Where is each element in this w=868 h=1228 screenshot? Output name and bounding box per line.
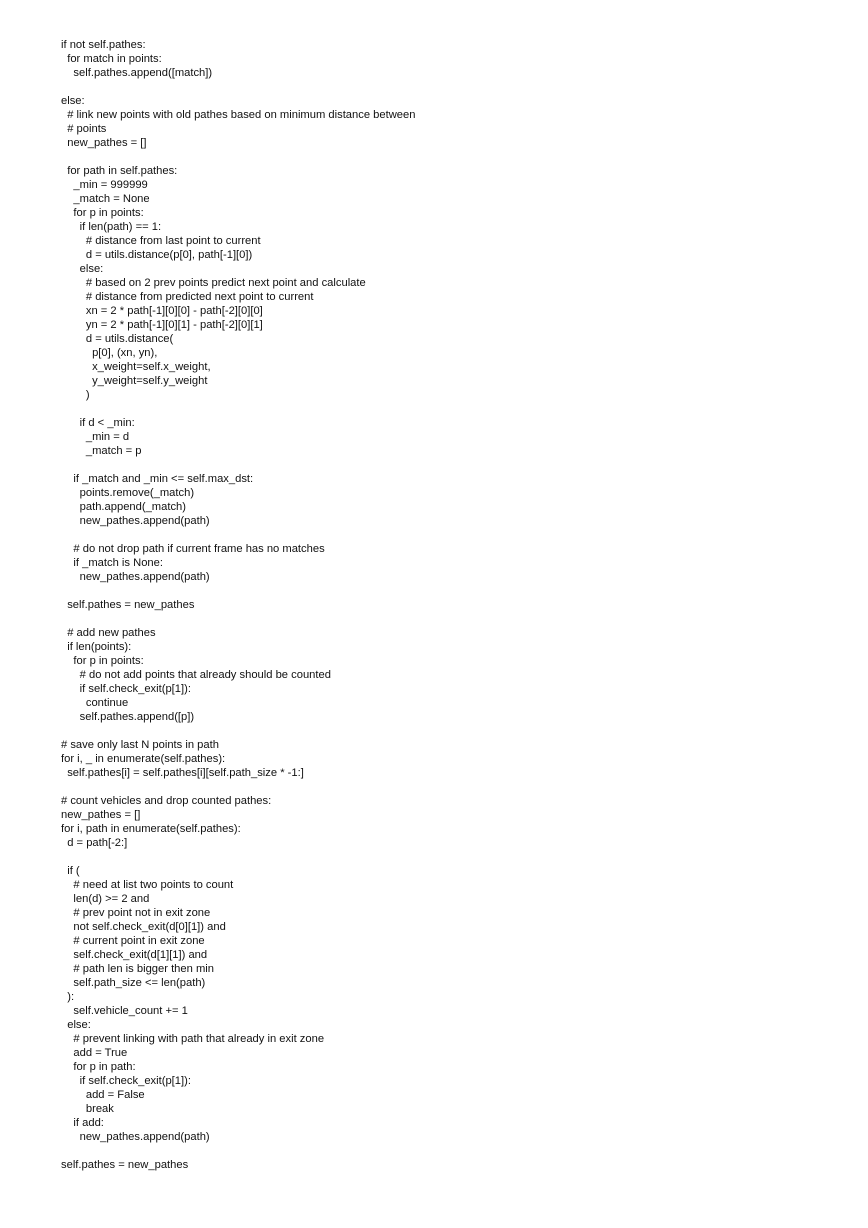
- code-line: [61, 80, 841, 94]
- code-line: if add:: [61, 1117, 104, 1129]
- code-line: xn = 2 * path[-1][0][0] - path[-2][0][0]: [61, 305, 263, 317]
- code-line: new_pathes = []: [61, 809, 141, 821]
- code-line: points.remove(_match): [61, 487, 195, 499]
- code-line: [61, 850, 841, 864]
- code-comment-line: # path len is bigger then min: [61, 963, 214, 975]
- code-line: x_weight=self.x_weight,: [61, 361, 211, 373]
- code-line: [61, 584, 841, 598]
- code-line: self.pathes.append([match]): [61, 67, 213, 79]
- code-line: self.vehicle_count += 1: [61, 1005, 188, 1017]
- code-line: self.path_size <= len(path): [61, 977, 206, 989]
- code-line: d = utils.distance(p[0], path[-1][0]): [61, 249, 253, 261]
- code-line: continue: [61, 697, 129, 709]
- code-line: if d < _min:: [61, 417, 135, 429]
- code-line: [61, 1144, 841, 1158]
- code-line: ):: [61, 991, 75, 1003]
- code-line: [61, 528, 841, 542]
- code-comment-line: # distance from predicted next point to current: [61, 291, 314, 303]
- code-line: not self.check_exit(d[0][1]) and: [61, 921, 226, 933]
- code-line: add = True: [61, 1047, 128, 1059]
- code-line: self.pathes = new_pathes: [61, 599, 195, 611]
- code-line: [61, 458, 841, 472]
- code-comment-line: # based on 2 prev points predict next point and calculate: [61, 277, 366, 289]
- code-line: self.pathes.append([p]): [61, 711, 195, 723]
- code-line: _match = None: [61, 193, 150, 205]
- code-line: self.pathes = new_pathes: [61, 1159, 189, 1171]
- code-line: for p in path:: [61, 1061, 136, 1073]
- code-comment-line: # do not add points that already should be counted: [61, 669, 331, 681]
- code-comment-line: # link new points with old pathes based on minimum distance between: [61, 109, 416, 121]
- code-line: [61, 402, 841, 416]
- code-line: for p in points:: [61, 207, 144, 219]
- code-line: new_pathes.append(path): [61, 515, 210, 527]
- code-line: for i, path in enumerate(self.pathes):: [61, 823, 241, 835]
- code-line: _match = p: [61, 445, 142, 457]
- code-line: else:: [61, 1019, 91, 1031]
- code-line: if self.check_exit(p[1]):: [61, 683, 191, 695]
- code-line: d = utils.distance(: [61, 333, 174, 345]
- code-line: if _match is None:: [61, 557, 163, 569]
- code-line: else:: [61, 263, 104, 275]
- code-comment-line: # do not drop path if current frame has no matches: [61, 543, 325, 555]
- code-line: path.append(_match): [61, 501, 187, 513]
- code-line: for p in points:: [61, 655, 144, 667]
- code-line: [61, 612, 841, 626]
- code-line: y_weight=self.y_weight: [61, 375, 208, 387]
- code-line: else:: [61, 95, 85, 107]
- code-line: d = path[-2:]: [61, 837, 128, 849]
- code-line: ): [61, 389, 90, 401]
- code-line: new_pathes.append(path): [61, 1131, 210, 1143]
- code-line: add = False: [61, 1089, 145, 1101]
- code-line: [61, 780, 841, 794]
- code-line: if not self.pathes:: [61, 39, 146, 51]
- code-line: for i, _ in enumerate(self.pathes):: [61, 753, 226, 765]
- code-line: if len(points):: [61, 641, 132, 653]
- code-comment-line: # points: [61, 123, 107, 135]
- code-line: for path in self.pathes:: [61, 165, 178, 177]
- code-line: len(d) >= 2 and: [61, 893, 150, 905]
- code-line: [61, 724, 841, 738]
- code-line: p[0], (xn, yn),: [61, 347, 158, 359]
- code-line: new_pathes = []: [61, 137, 147, 149]
- code-comment-line: # add new pathes: [61, 627, 156, 639]
- code-line: self.pathes[i] = self.pathes[i][self.path_size * -1:]: [61, 767, 304, 779]
- code-line: [61, 150, 841, 164]
- code-line: break: [61, 1103, 114, 1115]
- code-line: if (: [61, 865, 80, 877]
- code-comment-line: # count vehicles and drop counted pathes:: [61, 795, 272, 807]
- code-comment-line: # distance from last point to current: [61, 235, 261, 247]
- code-comment-line: # need at list two points to count: [61, 879, 234, 891]
- code-line: for match in points:: [61, 53, 162, 65]
- code-listing: [61, 38, 841, 1172]
- code-line: _min = d: [61, 431, 130, 443]
- code-line: _min = 999999: [61, 179, 148, 191]
- code-line: self.check_exit(d[1][1]) and: [61, 949, 208, 961]
- code-line: if self.check_exit(p[1]):: [61, 1075, 191, 1087]
- code-line: if _match and _min <= self.max_dst:: [61, 473, 254, 485]
- code-comment-line: # prev point not in exit zone: [61, 907, 211, 919]
- code-line: yn = 2 * path[-1][0][1] - path[-2][0][1]: [61, 319, 263, 331]
- code-comment-line: # current point in exit zone: [61, 935, 205, 947]
- code-line: if len(path) == 1:: [61, 221, 162, 233]
- code-comment-line: # save only last N points in path: [61, 739, 219, 751]
- code-comment-line: # prevent linking with path that already in exit zone: [61, 1033, 325, 1045]
- code-line: new_pathes.append(path): [61, 571, 210, 583]
